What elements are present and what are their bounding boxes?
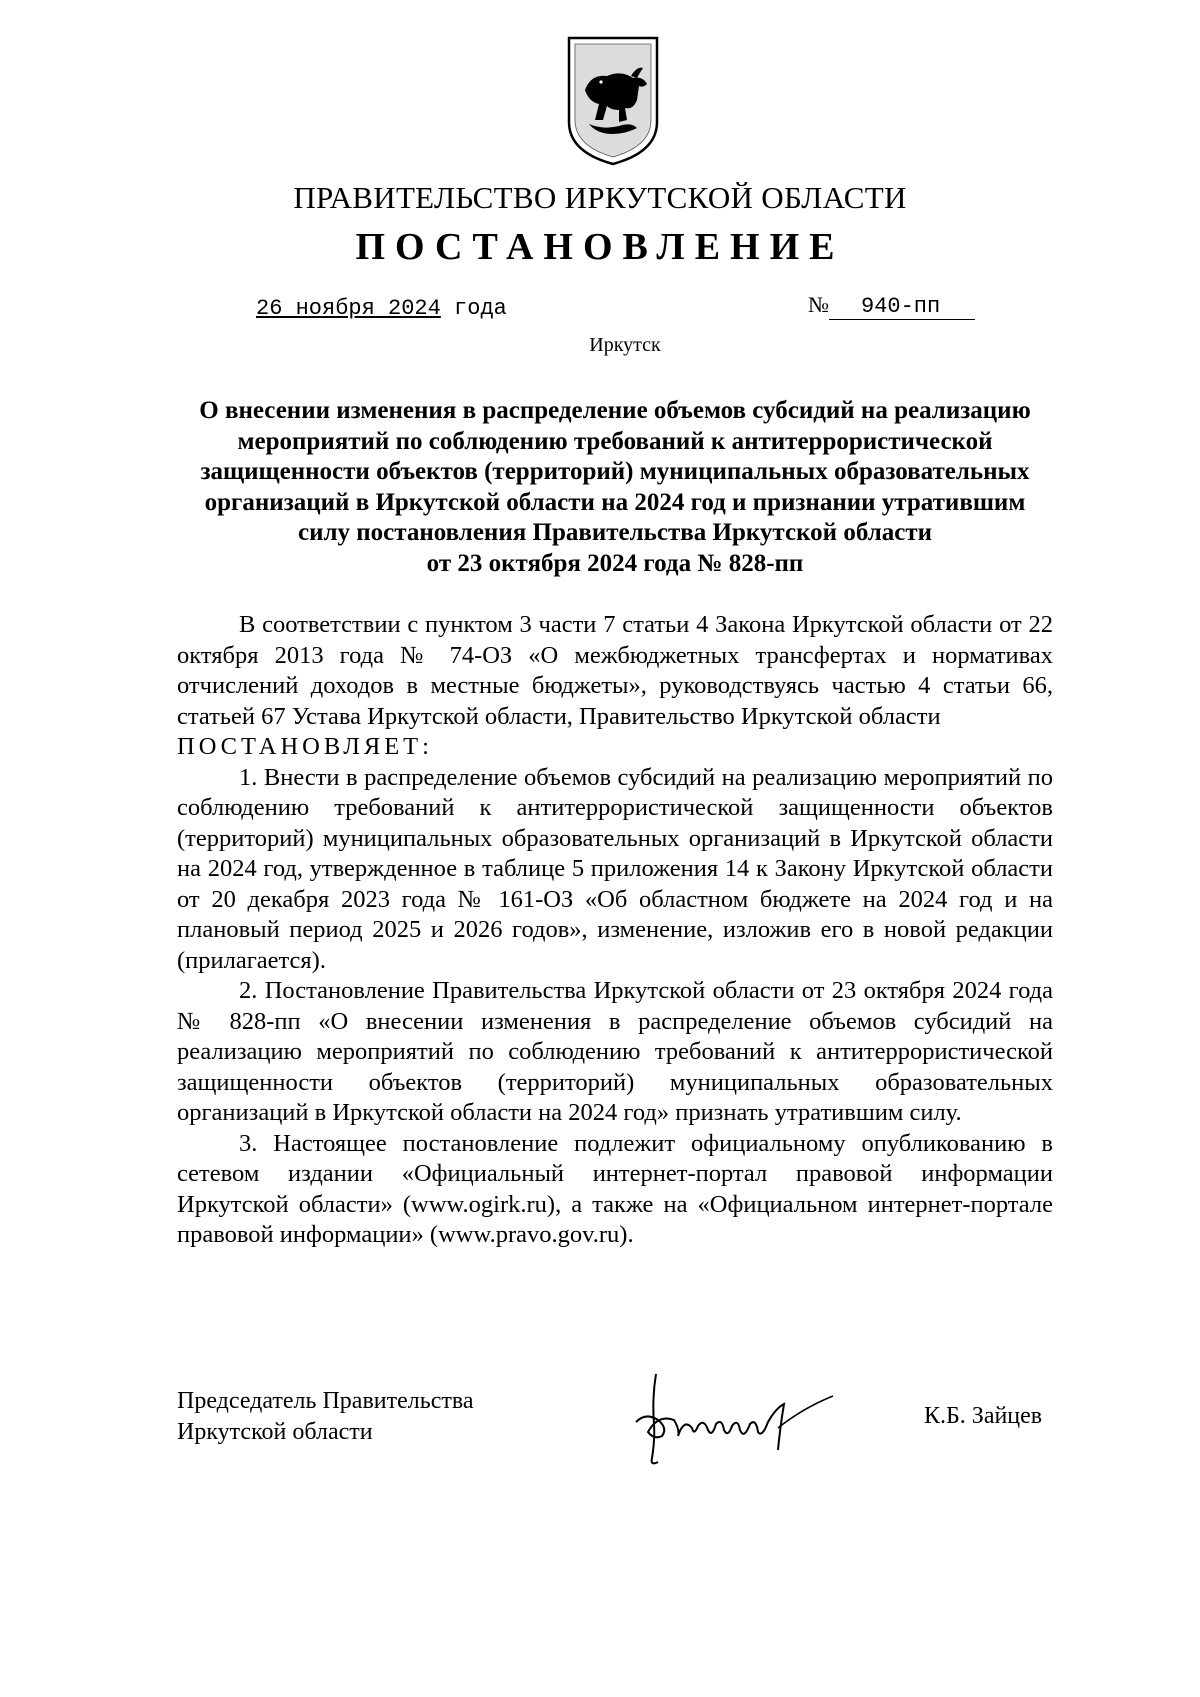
signatory-position bbox=[177, 1386, 474, 1448]
document-body bbox=[177, 610, 1053, 1251]
item-3-paragraph: 3. Настоящее постановление подлежит официальному опубликованию в сетевом издании «Официальный интернет-портал правовой информации Иркутской области» (www.ogirk.ru), а также на «Официальном интернет-портале правовой информации» (www.pravo.gov.ru). bbox=[177, 1129, 1053, 1248]
heading-line: силу постановления Правительства Иркутской области bbox=[297, 519, 933, 546]
heading-line: мероприятий по соблюдению требований к антитеррористической bbox=[237, 427, 993, 455]
signatory-name: К.Б. Зайцев bbox=[924, 1403, 1043, 1429]
city-label: Иркутск bbox=[589, 334, 661, 356]
preamble-paragraph: В соответствии с пунктом 3 части 7 статьи 4 Закона Иркутской области от 22 октября 2013 года № 74-ОЗ «О межбюджетных трансфертах и нормативах отчислений доходов в местные бюджеты», руководствуясь частью 4 статьи 66, статьей 67 Устава Иркутской области, Правительство Иркутской области bbox=[177, 611, 1053, 730]
item-1-paragraph: 1. Внести в распределение объемов субсидий на реализацию мероприятий по соблюдению требований к антитеррористической защищенности объектов (территорий) муниципальных образовательных организаций в Иркутской области на 2024 год, утвержденное в таблице 5 приложения 14 к Закону Иркутской области от 20 декабря 2023 года № 161-ОЗ «Об областном бюджете на 2024 год и на плановый период 2025 и 2026 годов», изменение, изложив его в новой редакции (прилагается). bbox=[177, 763, 1053, 974]
government-title: ПРАВИТЕЛЬСТВО ИРКУТСКОЙ ОБЛАСТИ bbox=[293, 180, 907, 215]
position-line: Председатель Правительства bbox=[177, 1388, 474, 1414]
document-number bbox=[808, 292, 975, 320]
number-sign: № bbox=[808, 292, 829, 317]
heading-line: О внесении изменения в распределение объемов субсидий на реализацию bbox=[199, 397, 1031, 424]
handwritten-signature-icon bbox=[628, 1368, 848, 1468]
date-suffix: года bbox=[440, 296, 507, 321]
decree-word: ПОСТАНОВЛЯЕТ: bbox=[177, 733, 433, 760]
number-value: 940-пп bbox=[829, 294, 975, 320]
heading-line: организаций в Иркутской области на 2024 год и признании утратившим bbox=[204, 488, 1026, 516]
document-date bbox=[256, 296, 507, 321]
heading-line: защищенности объектов (территорий) муниципальных образовательных bbox=[200, 458, 1030, 485]
document-type-title: ПОСТАНОВЛЕНИЕ bbox=[355, 226, 845, 268]
document-heading bbox=[170, 396, 1060, 579]
date-value: 26 ноября 2024 bbox=[256, 296, 441, 321]
item-2-paragraph: 2. Постановление Правительства Иркутской области от 23 октября 2024 года № 828-пп «О внесении изменения в распределение объемов субсидий на реализацию мероприятий по соблюдению требований к антитеррористической защищенности объектов (территорий) муниципальных образовательных организаций в Иркутской области на 2024 год» признать утратившим силу. bbox=[177, 977, 1053, 1126]
coat-of-arms-icon bbox=[563, 30, 663, 170]
heading-line: от 23 октября 2024 года № 828-пп bbox=[426, 549, 804, 577]
position-line: Иркутской области bbox=[177, 1419, 373, 1445]
